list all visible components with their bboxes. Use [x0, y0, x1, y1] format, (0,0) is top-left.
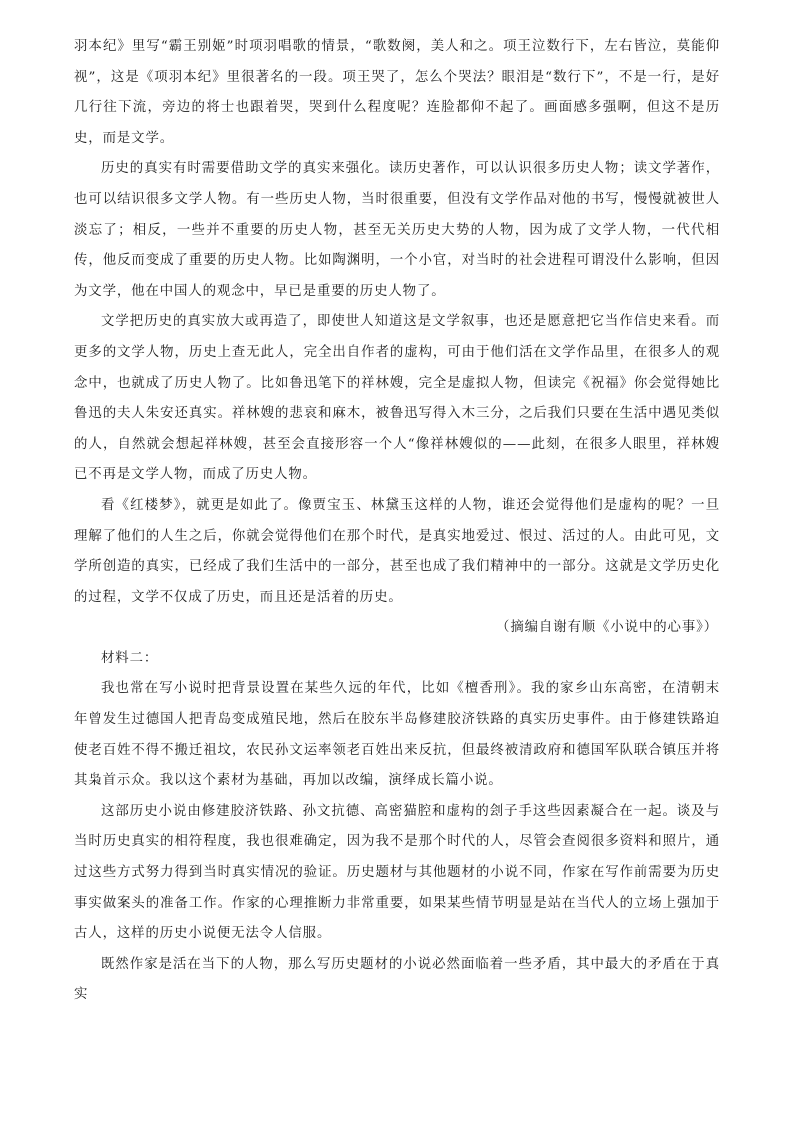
document-page — [74, 32, 720, 1011]
material-two-label: 材料二： — [101, 650, 159, 666]
paragraph-2: 历史的真实有时需要借助文学的真实来强化。读历史著作，可以认识很多历史人物；读文学著作，也可以结识很多文学人物。有一些历史人物，当时很重要，但没有文学作品对他的书写，慢慢就被世人淡忘了；相反，一些并不重要的历史人物，甚至无关历史大势的人物，因为成了文学人物，一代代相传，他反而变成了重要的历史人物。比如陶渊明，一个小官，对当时的社会进程可谓没什么影响，但因为文学，他在中国人的观念中，早已是重要的历史人物了。 — [74, 161, 720, 299]
paragraph-3: 文学把历史的真实放大或再造了，即使世人知道这是文学叙事，也还是愿意把它当作信史来看。而更多的文学人物，历史上查无此人，完全出自作者的虚构，可由于他们活在文学作品里，在很多人的观念中，也就成了历史人物了。比如鲁迅笔下的祥林嫂，完全是虚拟人物，但读完《祝福》你会觉得她比鲁迅的夫人朱安还真实。祥林嫂的悲哀和麻木，被鲁迅写得入木三分，之后我们只要在生活中遇见类似的人，自然就会想起祥林嫂，甚至会直接形容一个人“像祥林嫂似的——此刻，在很多人眼里，祥林嫂已不再是文学人物，而成了历史人物。 — [74, 314, 720, 483]
paragraph-6: 这部历史小说由修建胶济铁路、孙文抗德、高密猫腔和虚构的刽子手这些因素凝合在一起。谈及与当时历史真实的相符程度，我也很难确定，因为我不是那个时代的人，尽管会查阅很多资料和照片，通过这些方式努力得到当时真实情况的验证。历史题材与其他题材的小说不同，作家在写作前需要为历史事实做案头的准备工作。作家的心理推断力非常重要，如果某些情节明显是站在当代人的立场上强加于古人，这样的历史小说便无法令人信服。 — [74, 803, 720, 942]
source-citation: （摘编自谢有顺《小说中的心事》） — [496, 620, 718, 636]
paragraph-5: 我也常在写小说时把背景设置在某些久远的年代，比如《檀香刑》。我的家乡山东高密，在清朝末年曾发生过德国人把青岛变成殖民地，然后在胶东半岛修建胶济铁路的真实历史事件。由于修建铁路迫使老百姓不得不搬迁祖坟，农民孙文运率领老百姓出来反抗，但最终被清政府和德国军队联合镇压并将其枭首示众。我以这个素材为基础，再加以改编，演绎成长篇小说。 — [74, 681, 720, 789]
paragraph-7: 既然作家是活在当下的人物，那么写历史题材的小说必然面临着一些矛盾，其中最大的矛盾在于真实 — [74, 956, 720, 1003]
paragraph-1: 羽本纪》里写“霸王别姬”时项羽唱歌的情景，“歌数阕，美人和之。项王泣数行下，左右皆泣，莫能仰视”，这是《项羽本纪》里很著名的一段。项王哭了，怎么个哭法？眼泪是“数行下”，不是一行，是好几行往下流，旁边的将士也跟着哭，哭到什么程度呢？连脸都仰不起了。画面感多强啊，但这不是历史，而是文学。 — [74, 39, 720, 146]
paragraph-4: 看《红楼梦》，就更是如此了。像贾宝玉、林黛玉这样的人物，谁还会觉得他们是虚构的呢？一旦理解了他们的人生之后，你就会觉得他们在那个时代，是真实地爱过、恨过、活过的人。由此可见，文学所创造的真实，已经成了我们生活中的一部分，甚至也成了我们精神中的一部分。这就是文学历史化的过程，文学不仅成了历史，而且还是活着的历史。 — [74, 497, 720, 605]
